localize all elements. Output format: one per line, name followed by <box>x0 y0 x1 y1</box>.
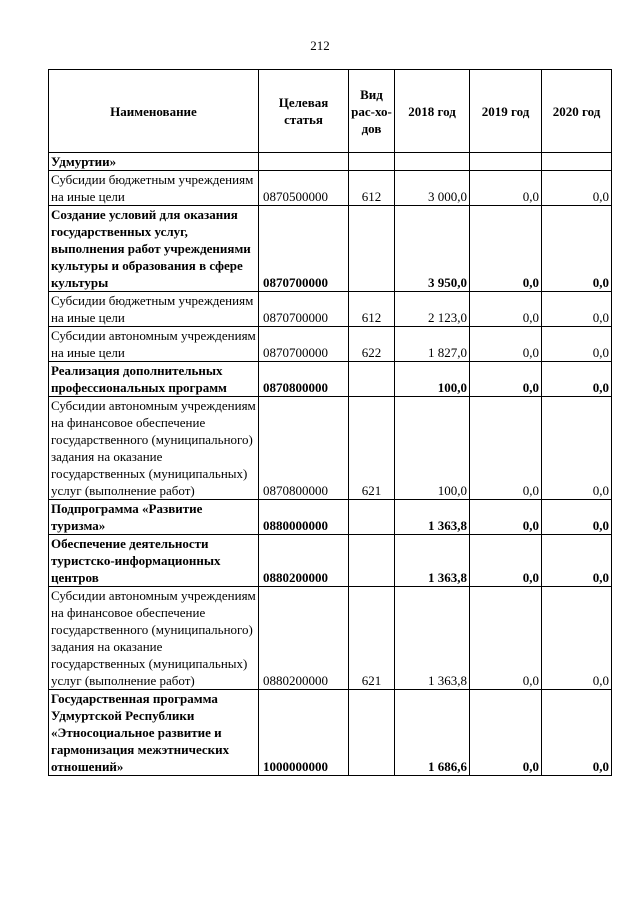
row-name-cell: Субсидии автономным учреждениям на финансовое обеспечение государственного (муниципального) задания на оказание государственных (муниципальных) услуг (выполнение работ) <box>49 397 259 500</box>
row-2018-cell: 3 000,0 <box>395 171 470 206</box>
row-name-cell: Удмуртии» <box>49 153 259 171</box>
row-target-cell <box>259 153 349 171</box>
row-exp-type-cell: 621 <box>349 397 395 500</box>
row-2020-cell: 0,0 <box>542 587 612 690</box>
row-target-cell: 0880200000 <box>259 535 349 587</box>
row-exp-type-cell <box>349 535 395 587</box>
row-2018-cell <box>395 153 470 171</box>
header-2019: 2019 год <box>470 70 542 153</box>
row-exp-type-cell <box>349 362 395 397</box>
row-name-cell: Субсидии автономным учреждениям на финансовое обеспечение государственного (муниципального) задания на оказание государственных (муниципальных) услуг (выполнение работ) <box>49 587 259 690</box>
table-row <box>49 153 612 171</box>
header-2020: 2020 год <box>542 70 612 153</box>
row-exp-type-cell: 612 <box>349 292 395 327</box>
row-2019-cell: 0,0 <box>470 171 542 206</box>
row-2019-cell: 0,0 <box>470 535 542 587</box>
row-exp-type-cell <box>349 500 395 535</box>
row-2020-cell <box>542 153 612 171</box>
header-exp-type: Вид рас-хо-дов <box>349 70 395 153</box>
row-name-cell: Субсидии бюджетным учреждениям на иные цели <box>49 171 259 206</box>
row-2020-cell: 0,0 <box>542 397 612 500</box>
table-row <box>49 292 612 327</box>
row-name-cell: Обеспечение деятельности туристско-информационных центров <box>49 535 259 587</box>
table-row <box>49 171 612 206</box>
row-target-cell: 0880000000 <box>259 500 349 535</box>
table-row <box>49 690 612 776</box>
row-2019-cell: 0,0 <box>470 690 542 776</box>
row-2019-cell: 0,0 <box>470 362 542 397</box>
table-row <box>49 362 612 397</box>
row-2020-cell: 0,0 <box>542 171 612 206</box>
row-name-cell: Субсидии автономным учреждениям на иные цели <box>49 327 259 362</box>
row-2018-cell: 1 827,0 <box>395 327 470 362</box>
table-row <box>49 206 612 292</box>
row-2019-cell: 0,0 <box>470 206 542 292</box>
row-target-cell: 0870800000 <box>259 362 349 397</box>
header-2018: 2018 год <box>395 70 470 153</box>
row-exp-type-cell <box>349 690 395 776</box>
budget-table <box>48 69 612 776</box>
row-2019-cell <box>470 153 542 171</box>
row-exp-type-cell: 621 <box>349 587 395 690</box>
table-row <box>49 327 612 362</box>
row-2018-cell: 1 363,8 <box>395 535 470 587</box>
row-name-cell: Реализация дополнительных профессиональных программ <box>49 362 259 397</box>
row-target-cell: 0870700000 <box>259 206 349 292</box>
row-2020-cell: 0,0 <box>542 500 612 535</box>
row-2020-cell: 0,0 <box>542 690 612 776</box>
row-2020-cell: 0,0 <box>542 362 612 397</box>
row-2019-cell: 0,0 <box>470 292 542 327</box>
table-header-row <box>49 70 612 153</box>
row-2019-cell: 0,0 <box>470 327 542 362</box>
row-target-cell: 0870700000 <box>259 292 349 327</box>
row-target-cell: 0870800000 <box>259 397 349 500</box>
row-2018-cell: 1 363,8 <box>395 500 470 535</box>
row-target-cell: 0870500000 <box>259 171 349 206</box>
row-name-cell: Субсидии бюджетным учреждениям на иные цели <box>49 292 259 327</box>
row-2019-cell: 0,0 <box>470 587 542 690</box>
row-2020-cell: 0,0 <box>542 327 612 362</box>
row-2019-cell: 0,0 <box>470 397 542 500</box>
row-2018-cell: 3 950,0 <box>395 206 470 292</box>
row-exp-type-cell: 622 <box>349 327 395 362</box>
row-2020-cell: 0,0 <box>542 206 612 292</box>
row-exp-type-cell: 612 <box>349 171 395 206</box>
row-2018-cell: 100,0 <box>395 362 470 397</box>
row-2018-cell: 100,0 <box>395 397 470 500</box>
row-name-cell: Подпрограмма «Развитие туризма» <box>49 500 259 535</box>
row-name-cell: Государственная программа Удмуртской Республики «Этносоциальное развитие и гармонизация межэтнических отношений» <box>49 690 259 776</box>
row-2018-cell: 2 123,0 <box>395 292 470 327</box>
row-2020-cell: 0,0 <box>542 292 612 327</box>
header-target: Целевая статья <box>259 70 349 153</box>
row-target-cell: 0880200000 <box>259 587 349 690</box>
row-exp-type-cell <box>349 206 395 292</box>
table-row <box>49 500 612 535</box>
page-number: 212 <box>310 38 330 53</box>
row-2018-cell: 1 363,8 <box>395 587 470 690</box>
row-exp-type-cell <box>349 153 395 171</box>
table-row <box>49 535 612 587</box>
row-2020-cell: 0,0 <box>542 535 612 587</box>
row-target-cell: 0870700000 <box>259 327 349 362</box>
row-name-cell: Создание условий для оказания государственных услуг, выполнения работ учреждениями культуры и образования в сфере культуры <box>49 206 259 292</box>
row-target-cell: 1000000000 <box>259 690 349 776</box>
row-2018-cell: 1 686,6 <box>395 690 470 776</box>
table-row <box>49 397 612 500</box>
header-name: Наименование <box>49 70 259 153</box>
row-2019-cell: 0,0 <box>470 500 542 535</box>
table-row <box>49 587 612 690</box>
